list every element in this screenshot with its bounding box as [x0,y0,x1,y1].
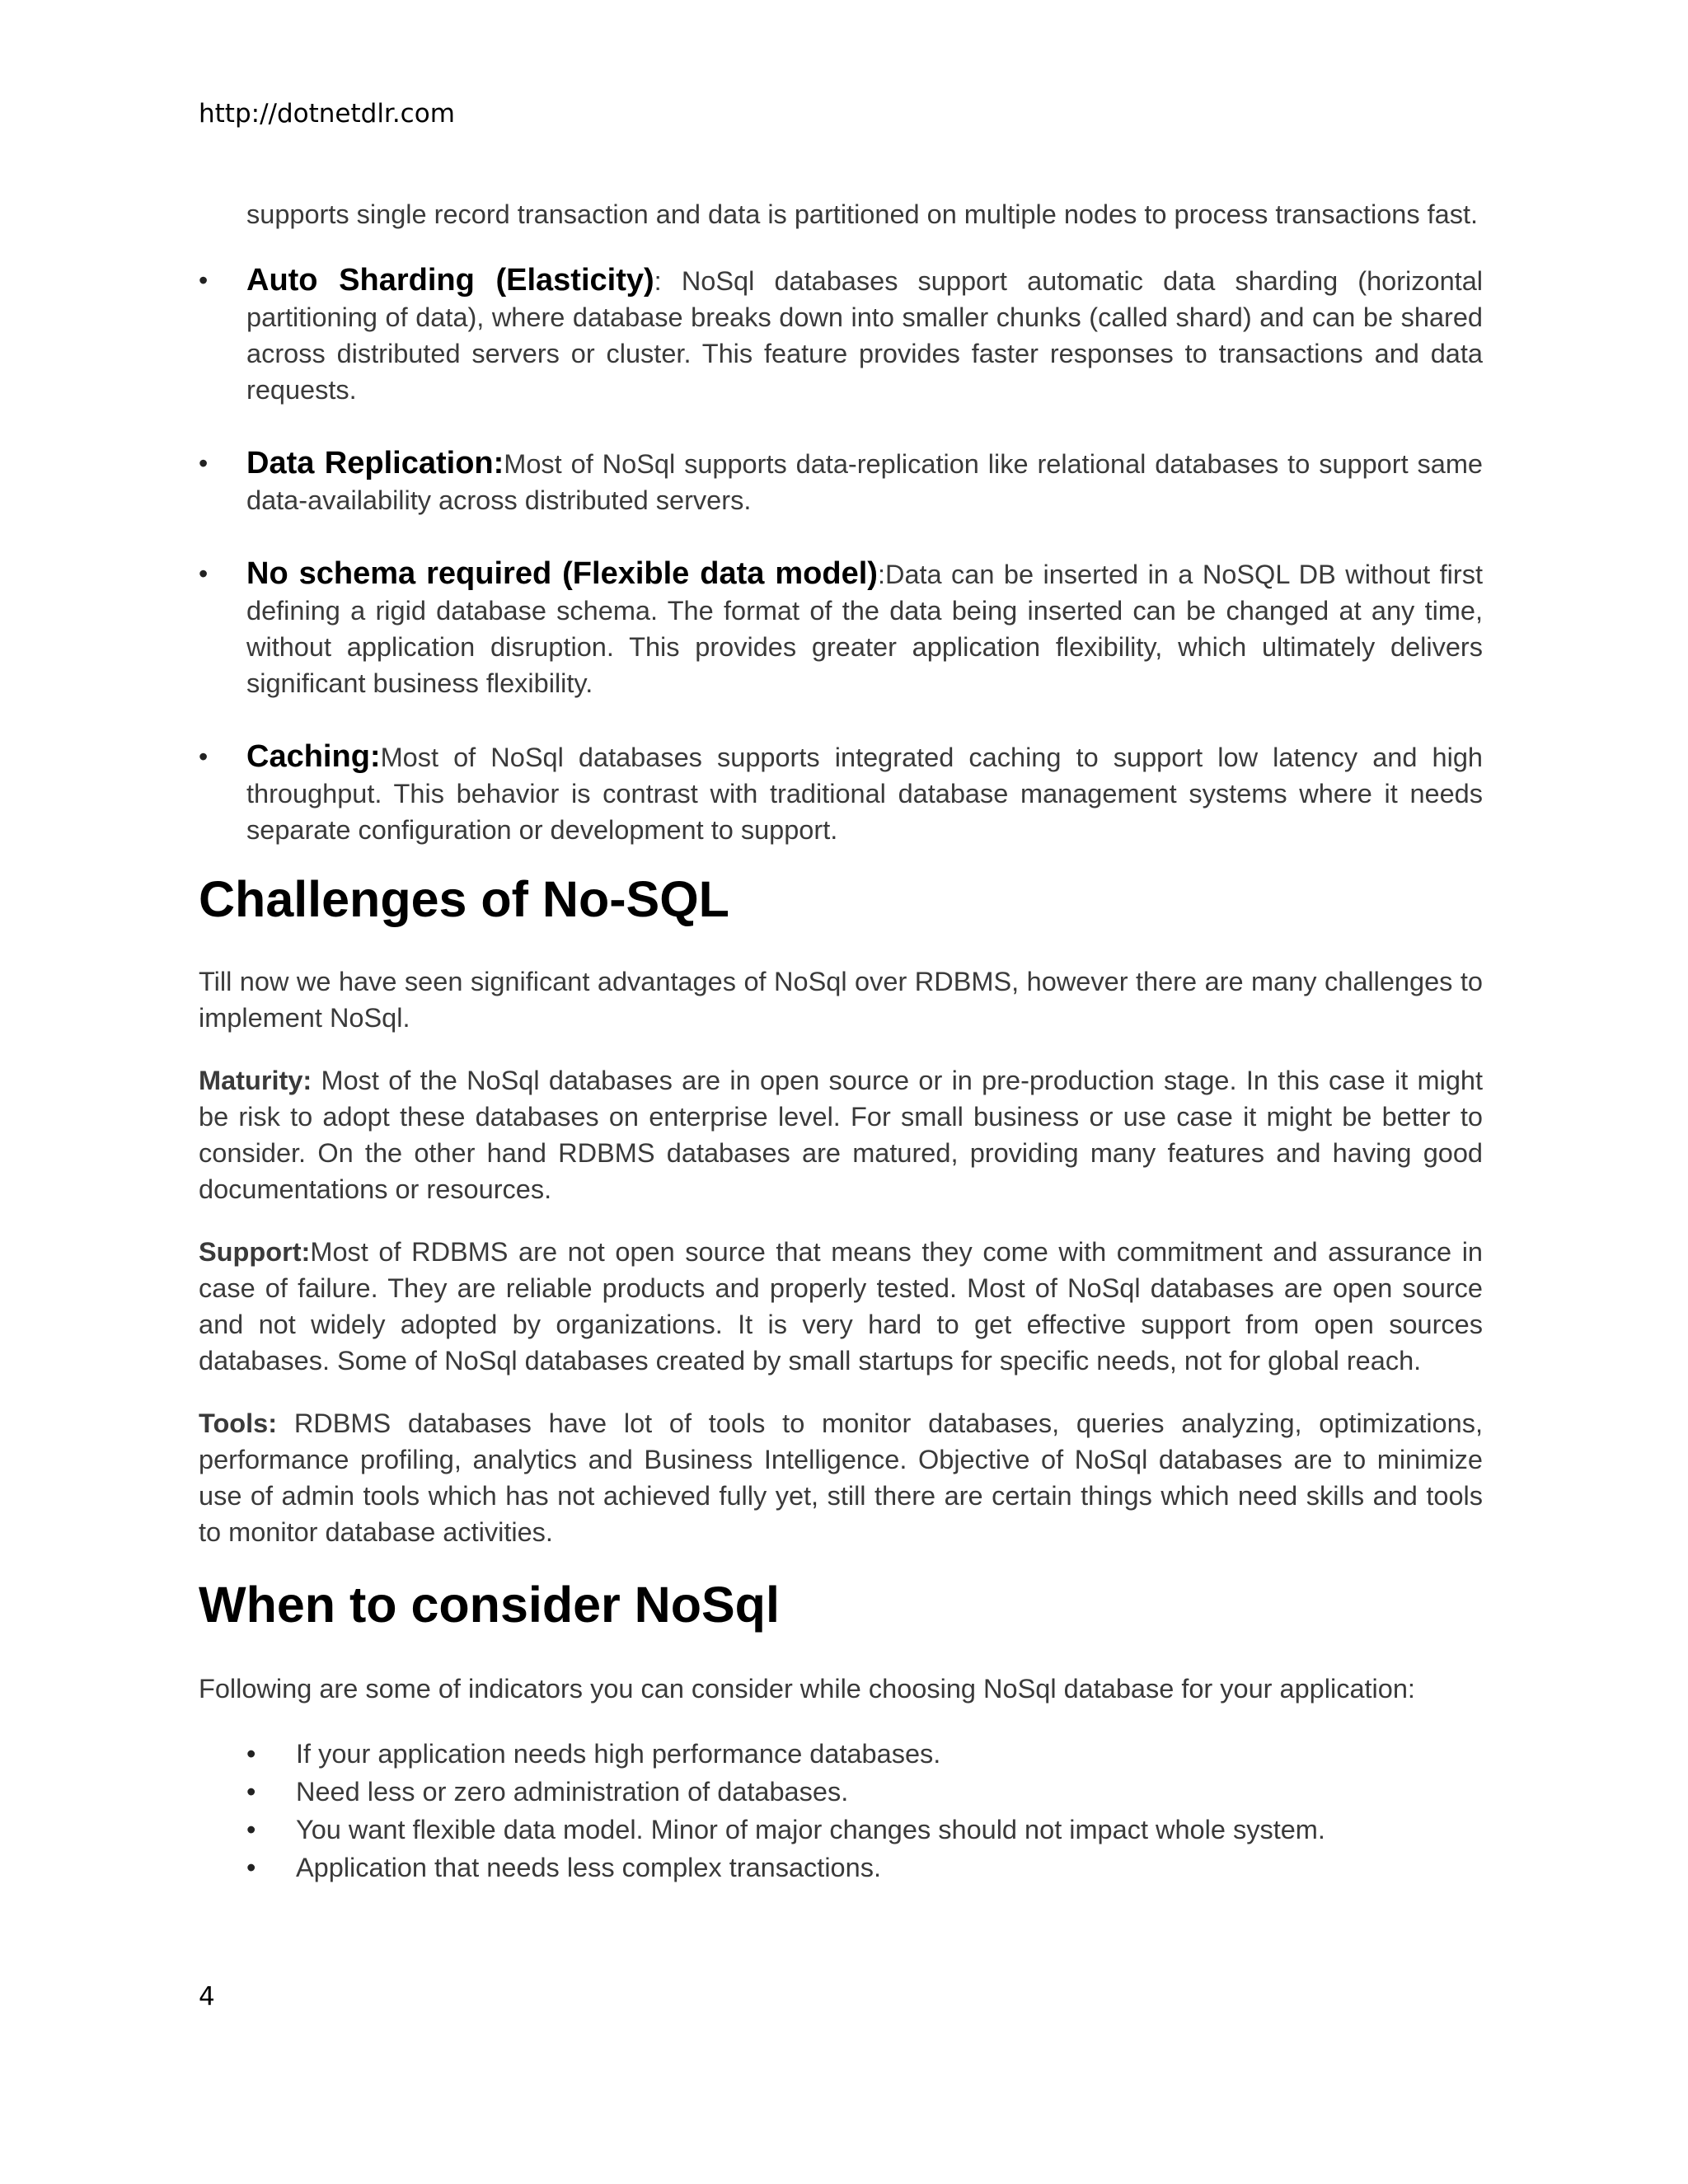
indicator-list [199,1735,1483,1886]
challenge-term: Maturity: [199,1066,312,1095]
page-header-url: http://dotnetdlr.com [199,99,455,129]
list-item [199,1773,1483,1811]
challenges-section [199,869,1483,1550]
list-item-text: You want flexible data model. Minor of major changes should not impact whole system. [296,1815,1325,1844]
bullet-dot-icon: • [246,1815,256,1844]
challenge-text: Most of RDBMS are not open source that means they come with commitment and assurance in case of failure. They are reliable products and properly tested. Most of NoSql databases are open source and not widely adopted by organizations. It is very hard to get effective support from open sources databases. Some of NoSql databases created by small startups for specific needs, not for global reach. [199,1237,1483,1376]
bullet-dot-icon: • [246,1853,256,1882]
page-number: 4 [199,1982,215,2012]
list-item [199,1735,1483,1773]
bullet-dot-icon: • [246,1739,256,1769]
continuation-paragraph: supports single record transaction and data is partitioned on multiple nodes to process transactions fast. [246,199,1479,229]
feature-item-caching [199,738,1483,848]
challenge-term: Tools: [199,1408,278,1438]
when-section [199,1575,1483,1886]
list-item [199,1849,1483,1886]
bullet-dot-icon: • [246,1777,256,1807]
bullet-dot-icon: • [199,742,209,771]
list-item-text: Application that needs less complex transactions. [296,1853,881,1882]
section-heading-when: When to consider NoSql [199,1577,780,1633]
feature-text: Data can be inserted in a NoSQL DB without first defining a rigid database schema. The format of the data being inserted can be changed at any time, without application disruption. This provides greater application flexibility, which ultimately delivers significant business flexibility. [246,560,1483,698]
feature-term: Caching: [246,739,381,774]
feature-text: Most of NoSql databases supports integrated caching to support low latency and high throughput. This behavior is contrast with traditional database management systems where it needs separate configuration or development to support. [246,743,1483,845]
list-item-text: If your application needs high performance databases. [296,1739,941,1769]
feature-text: Most of NoSql supports data-replication like relational databases to support same data-availability across distributed servers. [246,449,1483,515]
bullet-dot-icon: • [199,559,209,588]
bullet-dot-icon: • [199,448,209,478]
feature-item-data-replication [199,445,1483,518]
challenge-text: RDBMS databases have lot of tools to monitor databases, queries analyzing, optimizations, performance profiling, analytics and Business Intelligence. Objective of NoSql databases are to minimize use of admin tools which has not achieved fully yet, still there are certain things which need skills and tools to monitor database activities. [199,1408,1483,1547]
when-intro: Following are some of indicators you can consider while choosing NoSql database for your application: [199,1674,1415,1704]
feature-item-auto-sharding [199,262,1483,408]
challenge-tools [199,1405,1483,1550]
challenges-intro: Till now we have seen significant advantages of NoSql over RDBMS, however there are many challenges to implement NoSql. [199,967,1483,1033]
feature-item-no-schema [199,555,1483,701]
page-content [199,196,1483,1886]
challenge-text: Most of the NoSql databases are in open source or in pre-production stage. In this case it might be risk to adopt these databases on enterprise level. For small business or use case it might be better to consider. On the other hand RDBMS databases are matured, providing many features and having good documentations or resources. [199,1066,1483,1204]
challenge-maturity [199,1062,1483,1207]
feature-text: NoSql databases support automatic data sharding (horizontal partitioning of data), where database breaks down into smaller chunks (called shard) and can be shared across distributed servers or cluster. This feature provides faster responses to transactions and data requests. [246,266,1484,405]
bullet-dot-icon: • [199,265,209,295]
feature-term: No schema required (Flexible data model) [246,556,878,591]
list-item [199,1811,1483,1849]
feature-list [199,262,1483,848]
section-heading-challenges: Challenges of No-SQL [199,871,729,927]
challenge-support [199,1234,1483,1379]
feature-term: Auto Sharding (Elasticity) [246,263,654,298]
feature-term: Data Replication: [246,446,504,480]
feature-separator: : [877,560,885,589]
feature-separator: : [654,266,682,296]
list-item-text: Need less or zero administration of databases. [296,1777,849,1807]
challenge-term: Support: [199,1237,311,1267]
